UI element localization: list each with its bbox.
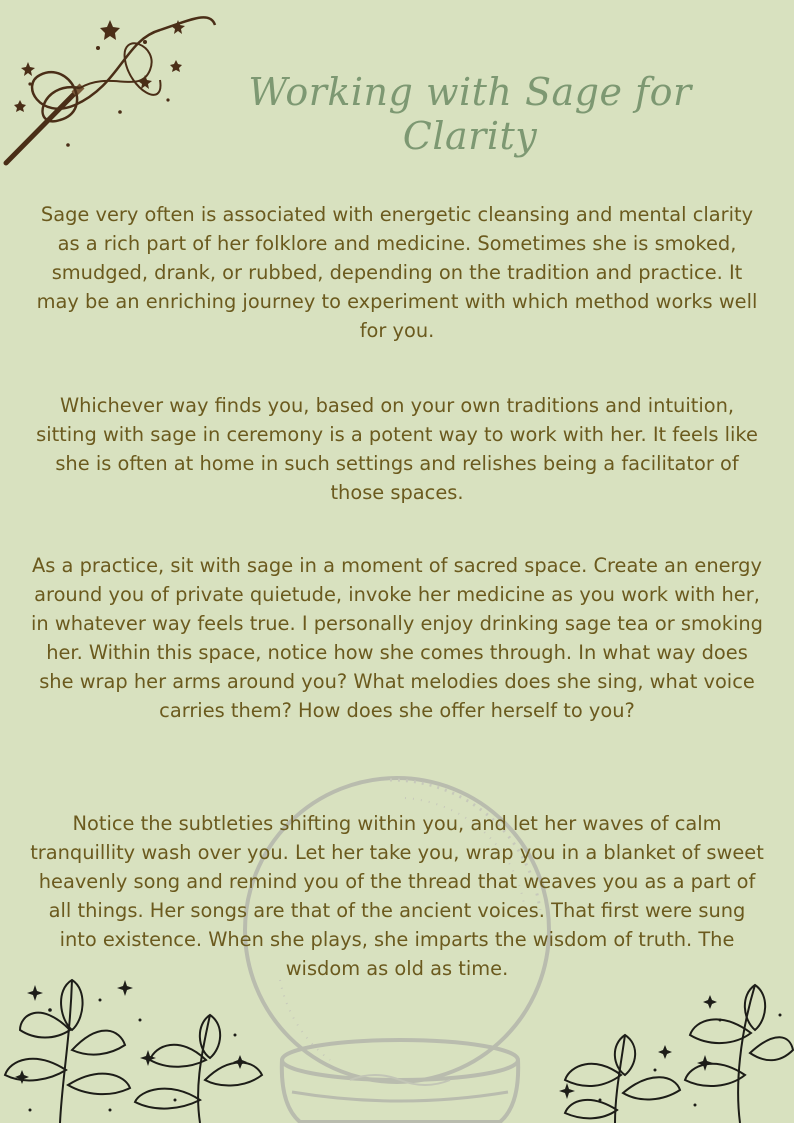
- paragraph-reflection: Notice the subtleties shifting within you, and let her waves of calm tranquillity wash over you. Let her take you, wrap you in a blanket of sweet heavenly song and remind you of the thread that weaves you as a part of all things. Her songs are that of the ancient voices. That first were sung into existence. When she plays, she imparts the wisdom of truth. The wisdom as old as time.: [30, 812, 764, 980]
- sage-plant-left-icon: [0, 960, 270, 1123]
- paragraph-ceremony: Whichever way finds you, based on your own traditions and intuition, sitting with sage in ceremony is a potent way to work with her. It feels like she is often at home in such settings and relishes being a facilitator of those spaces.: [36, 394, 758, 504]
- paragraph-practice: As a practice, sit with sage in a moment of sacred space. Create an energy around you of private quietude, invoke her medicine as you work with her, in whatever way feels true. I personally enjoy drinking sage tea or smoking her. Within this space, notice how she comes through. In what way does she wrap her arms around you? What melodies does she sing, what voice carries them? How does she offer herself to you?: [31, 554, 763, 722]
- sage-plant-right-icon: [555, 975, 794, 1123]
- page-title: Working with Sage for Clarity: [248, 70, 692, 158]
- paragraph-intro: Sage very often is associated with energetic cleansing and mental clarity as a rich part of her folklore and medicine. Sometimes she is smoked, smudged, drank, or rubbed, depending on the tradition and practice. It may be an enriching journey to experiment with which method works well for you.: [36, 203, 758, 342]
